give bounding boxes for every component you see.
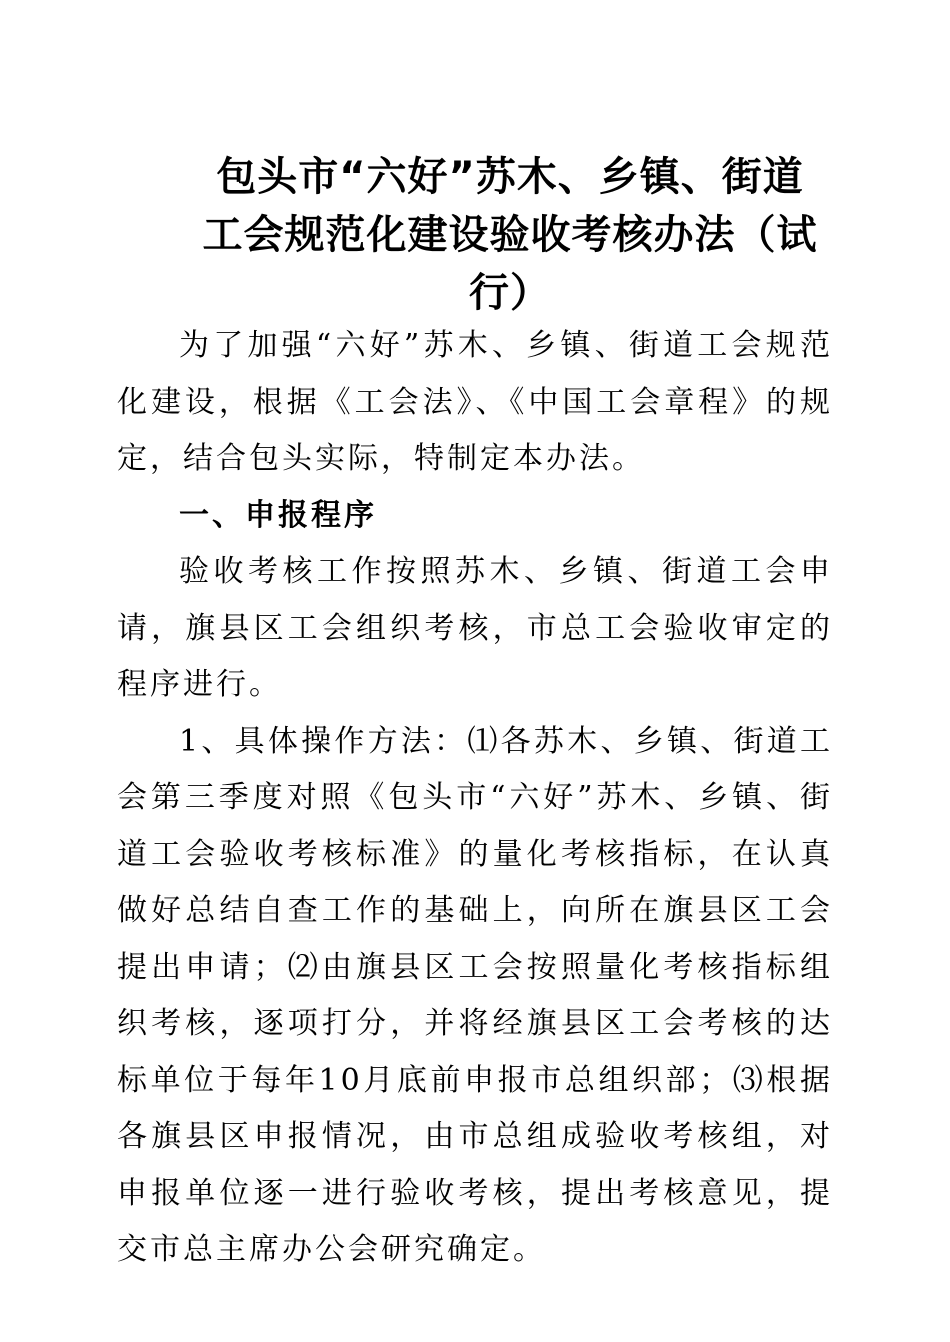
title-line-1: 包头市“六好”苏木、乡镇、街道 (216, 154, 804, 200)
title-line-2: 工会规范化建设验收考核办法（试 (202, 212, 818, 258)
section-heading: 一、申报程序 (179, 497, 377, 533)
method-paragraph: 1、具体操作方法：⑴各苏木、乡镇、街道工会第三季度对照《包头市“六好”苏木、乡镇、街道工会验收考核标准》的量化考核指标，在认真做好总结自查工作的基础上，向所在旗县区工会提出申请；⑵由旗县区工会按照量化考核指标组织考核，逐项打分，并将经旗县区工会考核的达标单位于每年10月底前申报市总组织部；⑶根据各旗县区申报情况，由市总组成验收考核组，对申报单位逐一进行验收考核，提出考核意见，提交市总主席办公会研究确定。 (117, 723, 833, 1267)
procedure-paragraph: 验收考核工作按照苏木、乡镇、街道工会申请，旗县区工会组织考核，市总工会验收审定的程序进行。 (117, 554, 833, 702)
intro-paragraph: 为了加强“六好”苏木、乡镇、街道工会规范化建设，根据《工会法》、《中国工会章程》的规定，结合包头实际，特制定本办法。 (117, 328, 833, 476)
document-body (117, 318, 833, 1279)
document-title (150, 148, 870, 322)
title-line-3: 行） (469, 270, 551, 316)
